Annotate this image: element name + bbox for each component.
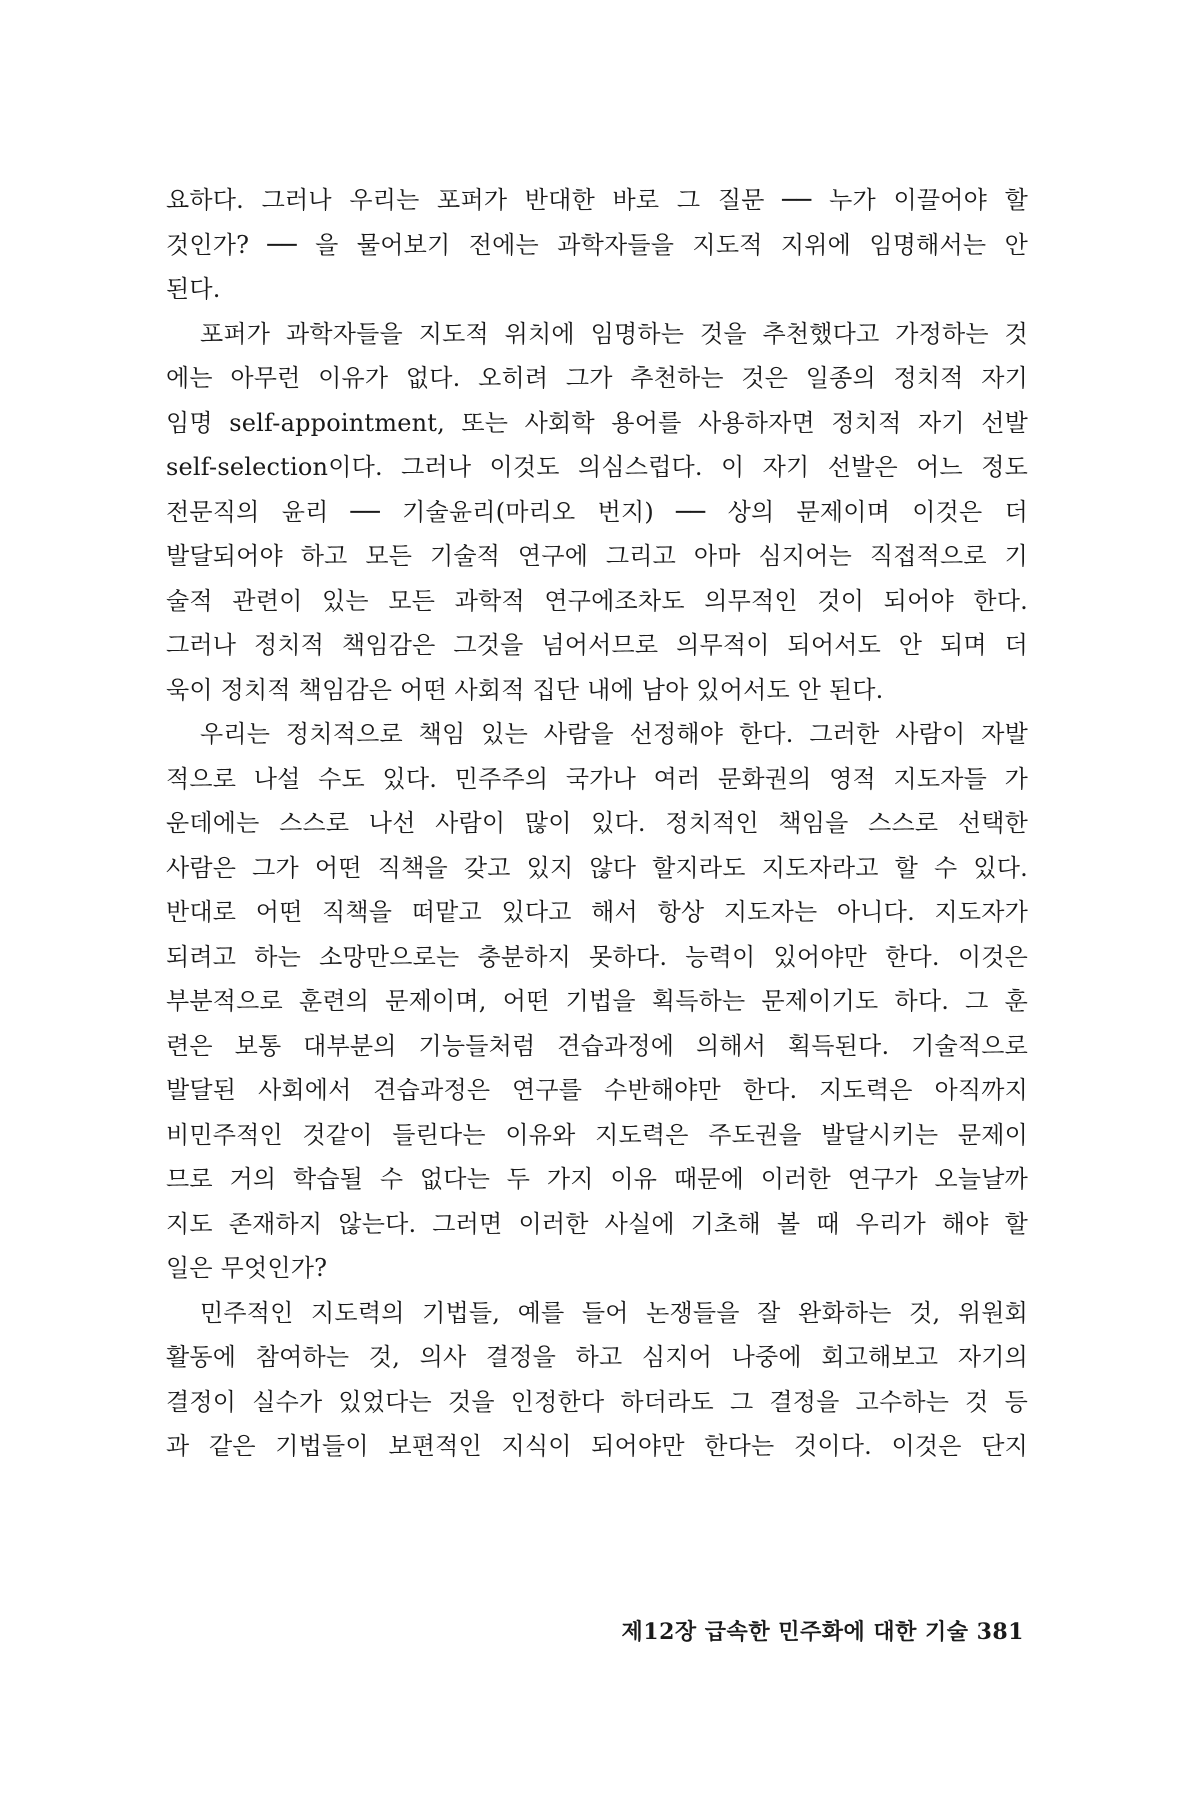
text-line: 므로 거의 학습될 수 없다는 두 가지 이유 때문에 이러한 연구가 오늘날까 <box>166 1165 1028 1193</box>
paragraph-start-line: 우리는 정치적으로 책임 있는 사람을 선정해야 한다. 그러한 사람이 자발 <box>200 720 1028 748</box>
text-line: 임명 self-appointment, 또는 사회학 용어를 사용하자면 정치적 자기 선발 <box>166 408 1028 437</box>
text-line: 술적 관련이 있는 모든 과학적 연구에조차도 의무적인 것이 되어야 한다. <box>166 586 1028 615</box>
text-line: 련은 보통 대부분의 기능들처럼 견습과정에 의해서 획득된다. 기술적으로 <box>166 1031 1028 1060</box>
text-line: 되려고 하는 소망만으로는 충분하지 못하다. 능력이 있어야만 한다. 이것은 <box>166 942 1028 971</box>
text-line: 결정이 실수가 있었다는 것을 인정한다 하더라도 그 결정을 고수하는 것 등 <box>166 1387 1028 1416</box>
text-line: 활동에 참여하는 것, 의사 결정을 하고 심지어 나중에 회고해보고 자기의 <box>166 1343 1028 1371</box>
text-line: 전문직의 윤리 ── 기술윤리(마리오 번지) ── 상의 문제이며 이것은 더 <box>166 497 1028 526</box>
text-line: 발달되어야 하고 모든 기술적 연구에 그리고 아마 심지어는 직접적으로 기 <box>166 542 1028 570</box>
paragraph-start-line: 포퍼가 과학자들을 지도적 위치에 임명하는 것을 추천했다고 가정하는 것 <box>200 319 1028 348</box>
text-line: 된다. <box>166 275 221 303</box>
text-line: 적으로 나설 수도 있다. 민주주의 국가나 여러 문화권의 영적 지도자들 가 <box>166 764 1028 793</box>
text-line: 과 같은 기법들이 보편적인 지식이 되어야만 한다는 것이다. 이것은 단지 <box>166 1432 1028 1460</box>
chapter-title: 제12장 급속한 민주화에 대한 기술 <box>621 1619 969 1645</box>
body-text <box>166 178 1028 1469</box>
text-line: 운데에는 스스로 나선 사람이 많이 있다. 정치적인 책임을 스스로 선택한 <box>166 809 1028 837</box>
page-number: 381 <box>976 1619 1024 1645</box>
text-line: 그러나 정치적 책임감은 그것을 넘어서므로 의무적이 되어서도 안 되며 더 <box>166 631 1028 659</box>
running-footer <box>622 1615 1024 1646</box>
text-line: 욱이 정치적 책임감은 어떤 사회적 집단 내에 남아 있어서도 안 된다. <box>166 675 884 704</box>
text-line: 발달된 사회에서 견습과정은 연구를 수반해야만 한다. 지도력은 아직까지 <box>166 1076 1028 1104</box>
text-line: 사람은 그가 어떤 직책을 갖고 있지 않다 할지라도 지도자라고 할 수 있다. <box>166 853 1028 882</box>
text-line: 요하다. 그러나 우리는 포퍼가 반대한 바로 그 질문 ── 누가 이끌어야 할 <box>166 186 1028 214</box>
text-line: 에는 아무런 이유가 없다. 오히려 그가 추천하는 것은 일종의 정치적 자기 <box>166 364 1028 392</box>
text-line: 것인가? ── 을 물어보기 전에는 과학자들을 지도적 지위에 임명해서는 안 <box>166 230 1028 259</box>
text-line: 일은 무엇인가? <box>166 1254 328 1282</box>
paragraph-start-line: 민주적인 지도력의 기법들, 예를 들어 논쟁들을 잘 완화하는 것, 위원회 <box>200 1298 1028 1327</box>
text-line: 반대로 어떤 직책을 떠맡고 있다고 해서 항상 지도자는 아니다. 지도자가 <box>166 898 1028 926</box>
text-line: 부분적으로 훈련의 문제이며, 어떤 기법을 획득하는 문제이기도 하다. 그 훈 <box>166 987 1028 1015</box>
text-line: 지도 존재하지 않는다. 그러면 이러한 사실에 기초해 볼 때 우리가 해야 할 <box>166 1209 1028 1238</box>
text-line: self-selection이다. 그러나 이것도 의심스럽다. 이 자기 선발은 어느 정도 <box>166 453 1028 481</box>
text-line: 비민주적인 것같이 들린다는 이유와 지도력은 주도권을 발달시키는 문제이 <box>166 1120 1028 1149</box>
